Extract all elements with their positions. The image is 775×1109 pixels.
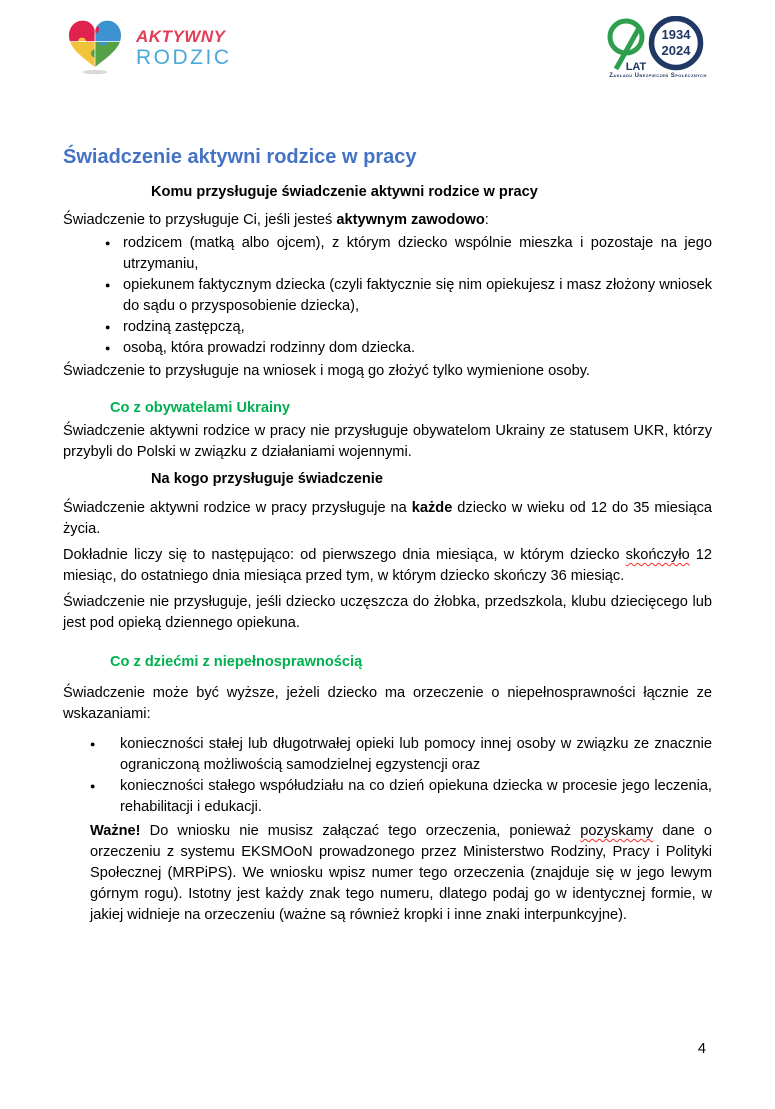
paragraph-wazne-bold: Ważne! (90, 823, 141, 839)
paragraph-kazde-dziecko (63, 498, 712, 540)
spellcheck-underlined-word: skończyło (625, 547, 690, 563)
paragraph-intro-bold: aktywnym zawodowo (336, 212, 485, 228)
paragraph-zlobek: Świadczenie nie przysługuje, jeśli dziecko uczęszcza do żłobka, przedszkola, klubu dziecięcego lub jest pod opieką dziennego opiekuna. (63, 594, 712, 631)
paragraph-kazde-rest: dziecko w wieku od 12 do 35 miesiąca życia. (63, 500, 712, 537)
paragraph-intro-text: Świadczenie to przysługuje Ci, jeśli jesteś (63, 212, 337, 228)
zus-90-years-badge-icon (599, 16, 717, 72)
paragraph-dokladnie (63, 545, 712, 587)
paragraph-wyzsze: Świadczenie może być wyższe, jeżeli dziecko ma orzeczenie o niepełnosprawności łącznie ze wskazaniami: (63, 685, 712, 722)
eligible-persons-list (63, 233, 712, 359)
list-item: ● opiekunem faktycznym dziecka (czyli faktycznie się nim opiekujesz i masz złożony wniosek do sądu o przysposobienie dziecka), (123, 275, 712, 317)
page-header (0, 0, 775, 80)
zus-year-1934: 1934 (661, 27, 691, 42)
document-body (0, 144, 775, 926)
heading-niepelnosprawnosc: Co z dziećmi z niepełnosprawnością (110, 654, 363, 670)
zus-org-name: Zakładu Ubezpieczeń Społecznych (609, 73, 707, 79)
heading-obywatele-ukrainy: Co z obywatelami Ukrainy (110, 400, 291, 416)
paragraph-intro (63, 210, 712, 231)
paragraph-kazde-text: Świadczenie aktywni rodzice w pracy przysługuje na (63, 500, 412, 516)
paragraph-wniosek: Świadczenie to przysługuje na wniosek i mogą go złożyć tylko wymienione osoby. (63, 363, 590, 379)
zus-lat-label: LAT (625, 61, 647, 72)
logo-word-rodzic: RODZIC (136, 46, 232, 69)
heading-na-kogo: Na kogo przysługuje świadczenie (151, 471, 383, 487)
paragraph-wazne-rest: dane o orzeczeniu z systemu EKSMOoN prowadzonego przez Ministerstwo Rodziny, Pracy i Polityki Społecznej (MRPiPS). We wniosku wpisz numer tego orzeczenia (znajduje się w jego lewym górnym rogu). Istotny jest każdy znak tego numeru, dlatego podaj go w identycznej formie, w jakiej widnieje na orzeczeniu (ważne są również kropki i inne znaki interpunkcyjne). (90, 823, 712, 923)
page-title: Świadczenie aktywni rodzice w pracy (63, 146, 417, 168)
zus-year-2024: 2024 (661, 43, 691, 58)
paragraph-wazne-text: Do wniosku nie musisz załączać tego orzeczenia, ponieważ (140, 823, 581, 839)
list-item: ● osobą, która prowadzi rodzinny dom dziecka. (123, 338, 712, 359)
paragraph-dokladnie-text: Dokładnie liczy się to następująco: od pierwszego dnia miesiąca, w którym dziecko (63, 547, 626, 563)
paragraph-dokladnie-rest: 12 miesiąc, do ostatniego dnia miesiąca przed tym, w którym dziecko skończy 36 miesiąc. (63, 547, 712, 584)
page-number: 4 (697, 1041, 706, 1057)
aktywny-rodzic-wordmark (136, 24, 232, 68)
spellcheck-underlined-word: pozyskamy (580, 823, 654, 839)
aktywny-rodzic-logo (64, 16, 232, 76)
paragraph-intro-colon: : (484, 212, 489, 228)
paragraph-ukraina: Świadczenie aktywni rodzice w pracy nie przysługuje obywatelom Ukrainy ze statusem UKR, którzy przybyli do Polski w związku z działaniami wojennymi. (63, 423, 712, 460)
paragraph-kazde-bold: każde (411, 500, 453, 516)
puzzle-heart-icon (64, 16, 126, 76)
list-item: ● rodziną zastępczą, (123, 317, 712, 338)
wskazania-list (63, 734, 712, 818)
list-item: ● rodzicem (matką albo ojcem), z którym dziecko wspólnie mieszka i pozostaje na jego utrzymaniu, (123, 233, 712, 275)
list-item: ● konieczności stałego współudziału na co dzień opiekuna dziecka w procesie jego leczenia, rehabilitacji i edukacji. (120, 776, 712, 818)
logo-word-aktywny: AKTYWNY (136, 27, 226, 46)
list-item: ● konieczności stałej lub długotrwałej opieki lub pomocy innej osoby w związku ze znacznie ograniczoną możliwością samodzielnej egzystencji oraz (120, 734, 712, 776)
paragraph-wazne (90, 821, 712, 926)
heading-komu-przysluguje: Komu przysługuje świadczenie aktywni rodzice w pracy (151, 184, 538, 200)
zus-90-logo (591, 16, 725, 79)
